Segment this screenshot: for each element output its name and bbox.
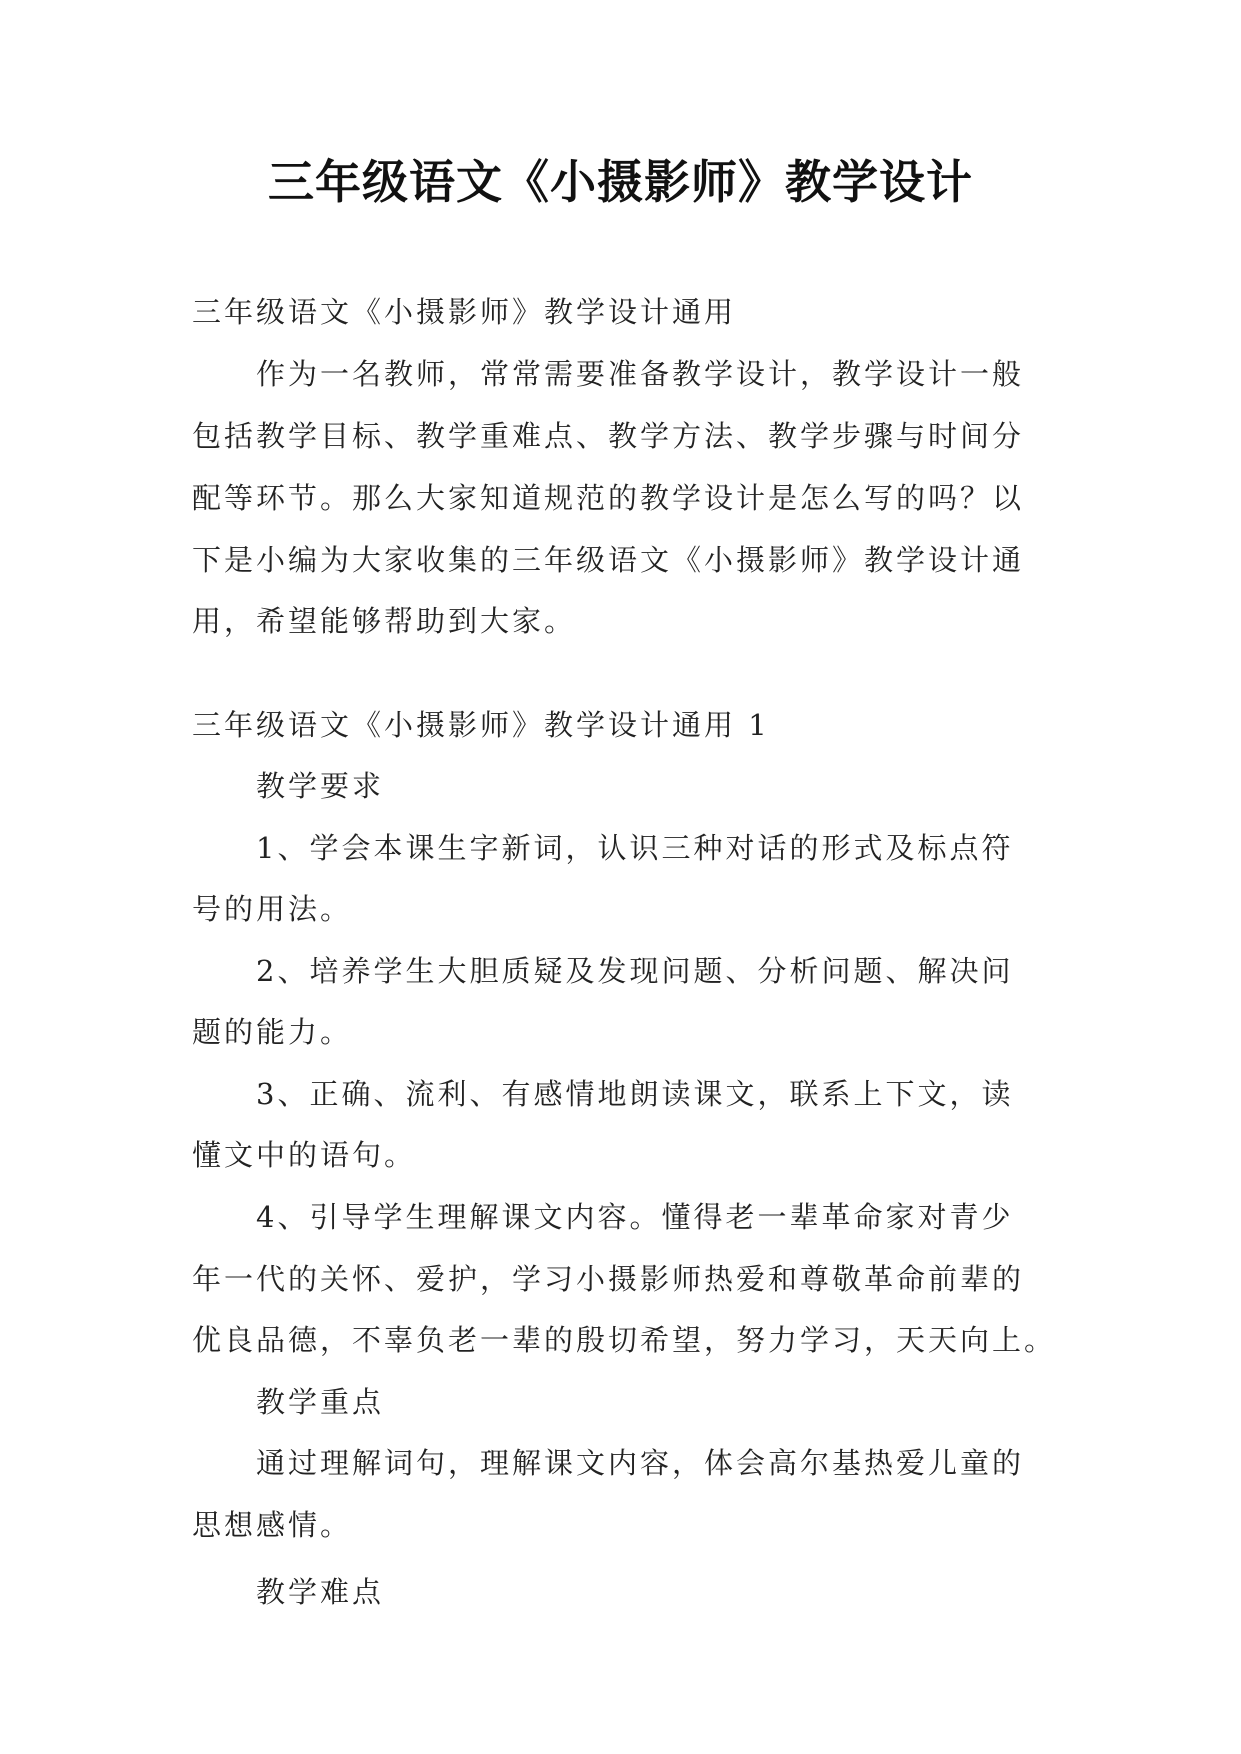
document-title: 三年级语文《小摄影师》教学设计: [268, 155, 973, 209]
requirement-4-line-3: 优良品德，不辜负老一辈的殷切希望，努力学习，天天向上。: [192, 1323, 1057, 1357]
requirement-2-line-2: 题的能力。: [192, 1015, 353, 1049]
intro-line-5: 用，希望能够帮助到大家。: [192, 604, 577, 638]
subtitle-line: 三年级语文《小摄影师》教学设计通用: [192, 295, 737, 329]
intro-line-1: 作为一名教师，常常需要准备教学设计，教学设计一般: [192, 357, 1025, 391]
heading-teaching-focus: 教学重点: [192, 1385, 385, 1419]
intro-line-2: 包括教学目标、教学重难点、教学方法、教学步骤与时间分: [192, 419, 1025, 453]
requirement-3-line-2: 懂文中的语句。: [192, 1138, 417, 1172]
requirement-1-line-1: 1、学会本课生字新词，认识三种对话的形式及标点符: [192, 831, 1014, 865]
heading-teaching-difficulty: 教学难点: [192, 1575, 385, 1609]
requirement-2-line-1: 2、培养学生大胆质疑及发现问题、分析问题、解决问: [192, 954, 1014, 988]
heading-teaching-requirements: 教学要求: [192, 769, 385, 803]
focus-line-1: 通过理解词句，理解课文内容，体会高尔基热爱儿童的: [192, 1446, 1025, 1480]
requirement-1-line-2: 号的用法。: [192, 892, 353, 926]
section-heading-1: 三年级语文《小摄影师》教学设计通用 1: [192, 708, 770, 742]
requirement-4-line-1: 4、引导学生理解课文内容。懂得老一辈革命家对青少: [192, 1200, 1014, 1234]
focus-line-2: 思想感情。: [192, 1508, 353, 1542]
intro-line-3: 配等环节。那么大家知道规范的教学设计是怎么写的吗？以: [192, 481, 1025, 515]
intro-line-4: 下是小编为大家收集的三年级语文《小摄影师》教学设计通: [192, 543, 1025, 577]
requirement-3-line-1: 3、正确、流利、有感情地朗读课文，联系上下文，读: [192, 1077, 1014, 1111]
requirement-4-line-2: 年一代的关怀、爱护，学习小摄影师热爱和尊敬革命前辈的: [192, 1262, 1025, 1296]
